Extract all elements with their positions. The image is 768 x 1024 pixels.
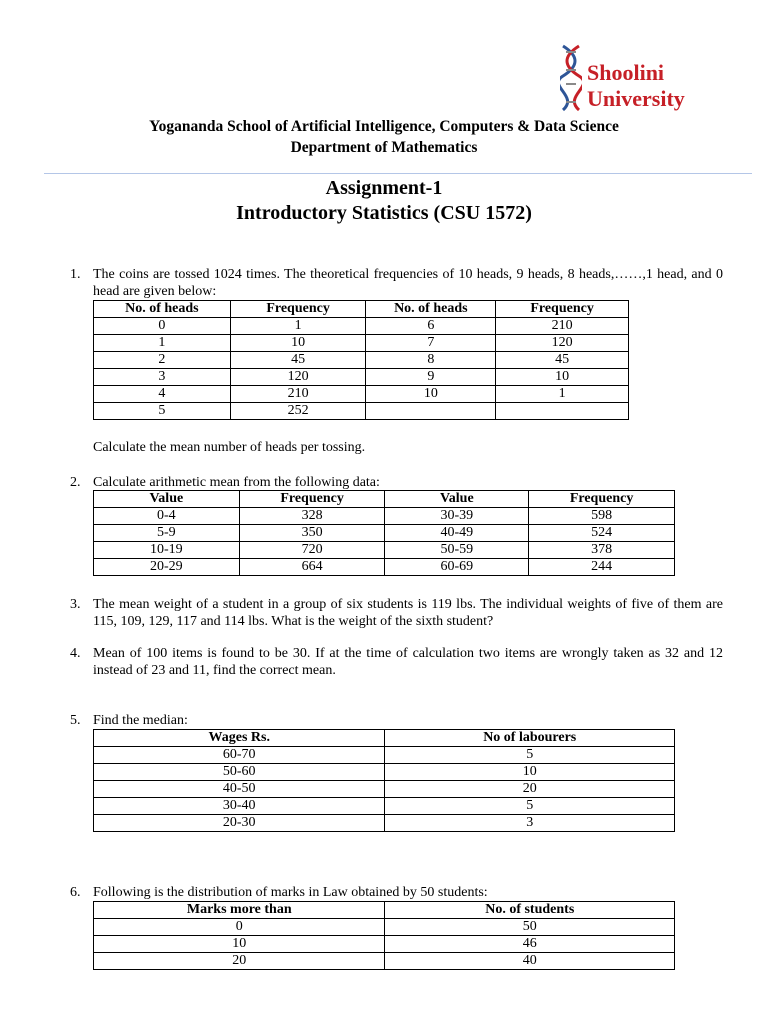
table-cell: 45	[230, 352, 366, 369]
question-text: Find the median:	[93, 713, 188, 728]
table-row	[94, 815, 675, 832]
question-text: Following is the distribution of marks in Law obtained by 50 students:	[93, 885, 488, 900]
table-header: Value	[94, 491, 240, 508]
table-cell: 46	[385, 936, 675, 953]
table-cell: 40-49	[385, 525, 529, 542]
table-cell: 50	[385, 919, 675, 936]
table-header: No. of students	[385, 902, 675, 919]
table-cell: 45	[496, 352, 629, 369]
table-cell: 40-50	[94, 781, 385, 798]
table-header: No. of heads	[366, 301, 496, 318]
table-cell: 5	[94, 403, 231, 420]
table-cell: 1	[230, 318, 366, 335]
table-header: Marks more than	[94, 902, 385, 919]
table-cell: 210	[496, 318, 629, 335]
school-name: Yogananda School of Artificial Intelligence, Computers & Data Science	[149, 118, 619, 135]
table-row	[94, 936, 675, 953]
table-cell: 20	[94, 953, 385, 970]
table-row	[94, 335, 629, 352]
table-header-row	[94, 902, 675, 919]
table-cell: 10	[496, 369, 629, 386]
table-header-row	[94, 491, 675, 508]
table-cell: 20	[385, 781, 675, 798]
table-cell: 4	[94, 386, 231, 403]
table-cell: 252	[230, 403, 366, 420]
table-cell: 60-69	[385, 559, 529, 576]
table-cell: 10	[385, 764, 675, 781]
table-cell: 60-70	[94, 747, 385, 764]
marks-table	[93, 901, 675, 970]
question-number: 6.	[70, 885, 81, 900]
table-cell: 3	[94, 369, 231, 386]
table-cell: 7	[366, 335, 496, 352]
table-cell: 3	[385, 815, 675, 832]
question-number: 2.	[70, 475, 81, 490]
question-number: 3.	[70, 597, 81, 612]
table-header: Frequency	[529, 491, 675, 508]
table-header: Wages Rs.	[94, 730, 385, 747]
header-divider	[44, 173, 752, 174]
table-cell: 50-59	[385, 542, 529, 559]
wages-table	[93, 729, 675, 832]
table-cell: 20-29	[94, 559, 240, 576]
table-cell: 120	[230, 369, 366, 386]
table-cell: 50-60	[94, 764, 385, 781]
table-cell: 210	[230, 386, 366, 403]
table-cell: 40	[385, 953, 675, 970]
question-number: 5.	[70, 713, 81, 728]
question-number: 1.	[70, 267, 81, 282]
table-cell: 10	[230, 335, 366, 352]
table-header: No. of heads	[94, 301, 231, 318]
table-cell: 328	[239, 508, 385, 525]
table-row	[94, 369, 629, 386]
question-text: Mean of 100 items is found to be 30. If at the time of calculation two items are wrongly taken as 32 and 12 instead of 23 and 11, find the correct mean.	[93, 646, 723, 678]
table-row	[94, 318, 629, 335]
table-cell: 10-19	[94, 542, 240, 559]
table-cell: 8	[366, 352, 496, 369]
heads-frequency-table	[93, 300, 629, 420]
table-cell: 10	[94, 936, 385, 953]
table-cell	[496, 403, 629, 420]
table-header: Value	[385, 491, 529, 508]
table-cell: 720	[239, 542, 385, 559]
table-cell: 0-4	[94, 508, 240, 525]
value-frequency-table	[93, 490, 675, 576]
table-cell: 1	[496, 386, 629, 403]
table-row	[94, 747, 675, 764]
table-cell: 2	[94, 352, 231, 369]
table-cell: 1	[94, 335, 231, 352]
question-1-followup: Calculate the mean number of heads per tossing.	[93, 440, 366, 455]
table-header-row	[94, 730, 675, 747]
table-cell: 524	[529, 525, 675, 542]
course-title: Introductory Statistics (CSU 1572)	[236, 202, 532, 224]
table-row	[94, 403, 629, 420]
table-row	[94, 798, 675, 815]
question-number: 4.	[70, 646, 81, 661]
table-cell: 30-39	[385, 508, 529, 525]
table-header: Frequency	[496, 301, 629, 318]
table-cell: 6	[366, 318, 496, 335]
table-cell: 244	[529, 559, 675, 576]
table-row	[94, 508, 675, 525]
table-cell: 0	[94, 919, 385, 936]
question-text: The coins are tossed 1024 times. The theoretical frequencies of 10 heads, 9 heads, 8 heads,……,1 head, and 0 head are given below:	[93, 267, 723, 299]
table-row	[94, 559, 675, 576]
dna-helix-icon	[560, 44, 582, 112]
logo-text-line2: University	[587, 86, 685, 111]
table-cell: 350	[239, 525, 385, 542]
table-header: Frequency	[239, 491, 385, 508]
table-row	[94, 919, 675, 936]
assignment-title: Assignment-1	[325, 177, 443, 199]
table-cell: 10	[366, 386, 496, 403]
table-row	[94, 542, 675, 559]
table-header-row	[94, 301, 629, 318]
table-cell: 5-9	[94, 525, 240, 542]
table-row	[94, 764, 675, 781]
department-name: Department of Mathematics	[290, 139, 478, 156]
table-cell: 5	[385, 747, 675, 764]
table-cell: 664	[239, 559, 385, 576]
table-cell: 0	[94, 318, 231, 335]
university-logo	[552, 44, 732, 116]
table-row	[94, 352, 629, 369]
table-cell: 30-40	[94, 798, 385, 815]
table-cell	[366, 403, 496, 420]
table-row	[94, 781, 675, 798]
table-cell: 378	[529, 542, 675, 559]
table-cell: 598	[529, 508, 675, 525]
table-cell: 20-30	[94, 815, 385, 832]
table-row	[94, 525, 675, 542]
table-cell: 120	[496, 335, 629, 352]
table-cell: 5	[385, 798, 675, 815]
question-text: Calculate arithmetic mean from the following data:	[93, 475, 380, 490]
table-row	[94, 386, 629, 403]
table-row	[94, 953, 675, 970]
table-cell: 9	[366, 369, 496, 386]
table-header: No of labourers	[385, 730, 675, 747]
logo-text-line1: Shoolini	[587, 60, 665, 85]
table-header: Frequency	[230, 301, 366, 318]
question-text: The mean weight of a student in a group of six students is 119 lbs. The individual weights of five of them are 115, 109, 129, 117 and 114 lbs. What is the weight of the sixth student?	[93, 597, 723, 629]
